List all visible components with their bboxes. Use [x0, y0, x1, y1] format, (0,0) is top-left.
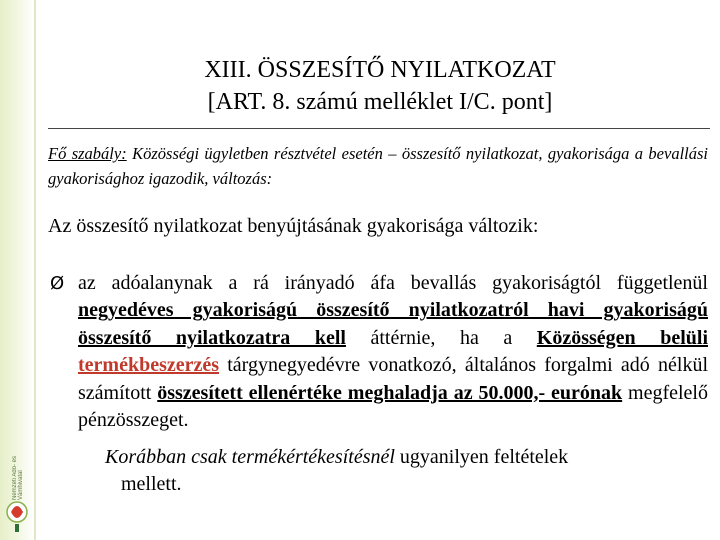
bullet-emphasis-2: Közösségen belüli — [536, 326, 709, 349]
bullet-text-1: az adóalanynak a rá irányadó áfa bevallás gyakoriságtól függetlenül — [78, 272, 708, 294]
bullet-text-4: megfelelő pénzösszeget. — [78, 381, 708, 432]
bullet-emphasis-1: negyedéves gyakoriságú összesítő nyilatkozatról havi gyakoriságú összesítő nyilatkozatra kell — [78, 299, 708, 349]
closing-italic: Korábban csak termékértékesítésnél — [105, 446, 395, 468]
bullet-emphasis-red: termékbeszerzés — [78, 354, 220, 377]
bullet-paragraph — [78, 270, 708, 434]
bullet-text-2: áttérnie, ha a — [345, 326, 537, 349]
intro-text: Közösségi ügyletben résztvétel esetén – összesítő nyilatkozat, gyakorisága a bevallási gyakorisághoz igazodik, változás: — [48, 144, 709, 188]
closing-text: ugyanilyen feltételek — [394, 446, 569, 468]
title-rule — [48, 128, 710, 129]
sidebar-divider — [34, 0, 36, 540]
bullet-emphasis-3: összesített ellenértéke meghaladja az 50.000,- eurónak — [157, 381, 623, 404]
closing-line-2: mellett. — [121, 473, 182, 496]
title-line-1: XIII. ÖSSZESÍTŐ NYILATKOZAT — [204, 57, 556, 83]
intro-paragraph — [48, 141, 708, 191]
logo-text: Nemzeti Adó- és Vámhivatal — [12, 455, 24, 500]
bullet-arrow-icon: Ø — [50, 273, 65, 294]
intro-label: Fő szabály: — [48, 144, 127, 163]
page-title — [60, 54, 700, 118]
subheading: Az összesítő nyilatkozat benyújtásának gyakorisága változik: — [48, 215, 539, 237]
title-line-2: [ART. 8. számú melléklet I/C. pont] — [207, 89, 553, 115]
bullet-text-3: tárgynegyedévre vonatkozó, általános forgalmi adó nélkül számított — [78, 354, 708, 404]
closing-paragraph — [78, 444, 708, 499]
